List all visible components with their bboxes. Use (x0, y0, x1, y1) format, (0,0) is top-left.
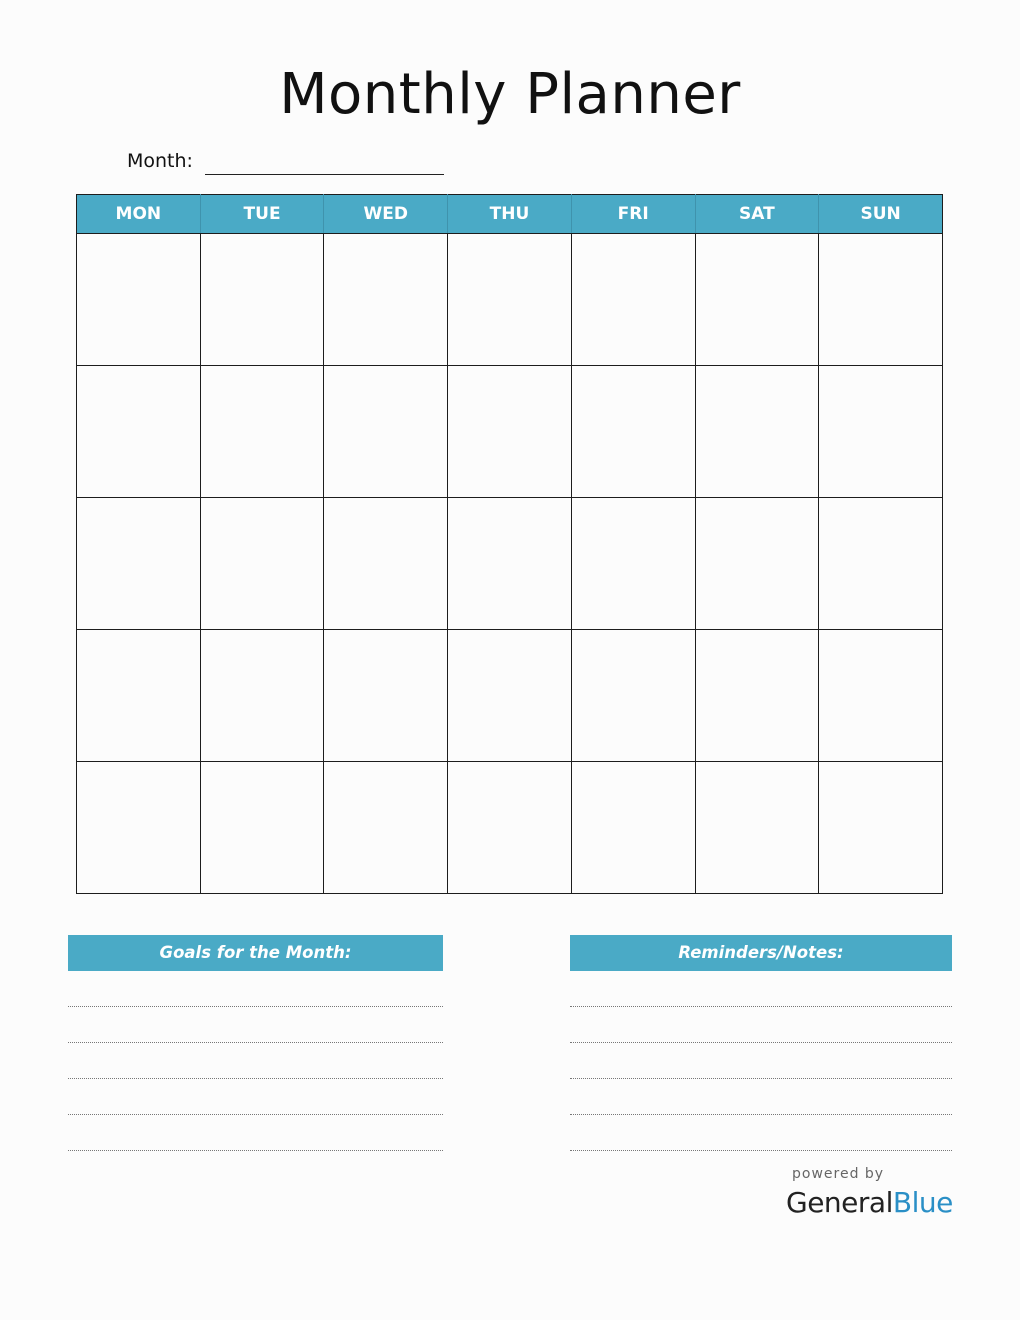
page-title: Monthly Planner (279, 62, 741, 127)
day-cell[interactable] (695, 498, 819, 630)
notes-lines (570, 971, 952, 1151)
goals-header: Goals for the Month: (68, 935, 443, 971)
brand-general: General (786, 1186, 893, 1219)
brand-name (786, 1186, 953, 1219)
day-cell[interactable] (77, 234, 201, 366)
weekday-sun: SUN (819, 195, 943, 234)
notes-line[interactable] (570, 971, 952, 1007)
notes-line[interactable] (570, 1115, 952, 1151)
day-cell[interactable] (200, 762, 324, 894)
day-cell[interactable] (448, 234, 572, 366)
weekday-mon: MON (77, 195, 201, 234)
day-cell[interactable] (695, 630, 819, 762)
notes-header: Reminders/Notes: (570, 935, 952, 971)
weekday-header-row (77, 195, 943, 234)
day-cell[interactable] (695, 234, 819, 366)
goals-lines (68, 971, 443, 1151)
day-cell[interactable] (200, 630, 324, 762)
day-cell[interactable] (77, 366, 201, 498)
weekday-sat: SAT (695, 195, 819, 234)
day-cell[interactable] (695, 762, 819, 894)
goals-line[interactable] (68, 1007, 443, 1043)
day-cell[interactable] (448, 366, 572, 498)
notes-line[interactable] (570, 1079, 952, 1115)
goals-section (68, 935, 443, 1151)
week-row (77, 366, 943, 498)
day-cell[interactable] (819, 630, 943, 762)
week-row (77, 630, 943, 762)
notes-section (570, 935, 952, 1151)
day-cell[interactable] (819, 366, 943, 498)
goals-line[interactable] (68, 971, 443, 1007)
day-cell[interactable] (200, 498, 324, 630)
weekday-tue: TUE (200, 195, 324, 234)
day-cell[interactable] (695, 366, 819, 498)
month-label: Month: (127, 150, 193, 172)
day-cell[interactable] (77, 630, 201, 762)
day-cell[interactable] (571, 630, 695, 762)
powered-by-text: powered by (792, 1166, 885, 1182)
goals-line[interactable] (68, 1043, 443, 1079)
day-cell[interactable] (324, 498, 448, 630)
month-input-line[interactable] (205, 174, 444, 175)
day-cell[interactable] (571, 498, 695, 630)
day-cell[interactable] (324, 762, 448, 894)
week-row (77, 498, 943, 630)
day-cell[interactable] (77, 498, 201, 630)
day-cell[interactable] (448, 762, 572, 894)
day-cell[interactable] (324, 234, 448, 366)
weekday-fri: FRI (571, 195, 695, 234)
day-cell[interactable] (200, 366, 324, 498)
goals-line[interactable] (68, 1115, 443, 1151)
day-cell[interactable] (324, 630, 448, 762)
notes-line[interactable] (570, 1007, 952, 1043)
notes-line[interactable] (570, 1043, 952, 1079)
day-cell[interactable] (571, 234, 695, 366)
weekday-thu: THU (448, 195, 572, 234)
week-row (77, 762, 943, 894)
day-cell[interactable] (571, 366, 695, 498)
day-cell[interactable] (200, 234, 324, 366)
day-cell[interactable] (819, 762, 943, 894)
day-cell[interactable] (77, 762, 201, 894)
week-row (77, 234, 943, 366)
day-cell[interactable] (448, 630, 572, 762)
weekday-wed: WED (324, 195, 448, 234)
calendar-grid (76, 194, 943, 894)
day-cell[interactable] (571, 762, 695, 894)
day-cell[interactable] (448, 498, 572, 630)
day-cell[interactable] (819, 234, 943, 366)
brand-blue: Blue (892, 1186, 953, 1219)
calendar-body (77, 234, 943, 894)
day-cell[interactable] (324, 366, 448, 498)
goals-line[interactable] (68, 1079, 443, 1115)
day-cell[interactable] (819, 498, 943, 630)
